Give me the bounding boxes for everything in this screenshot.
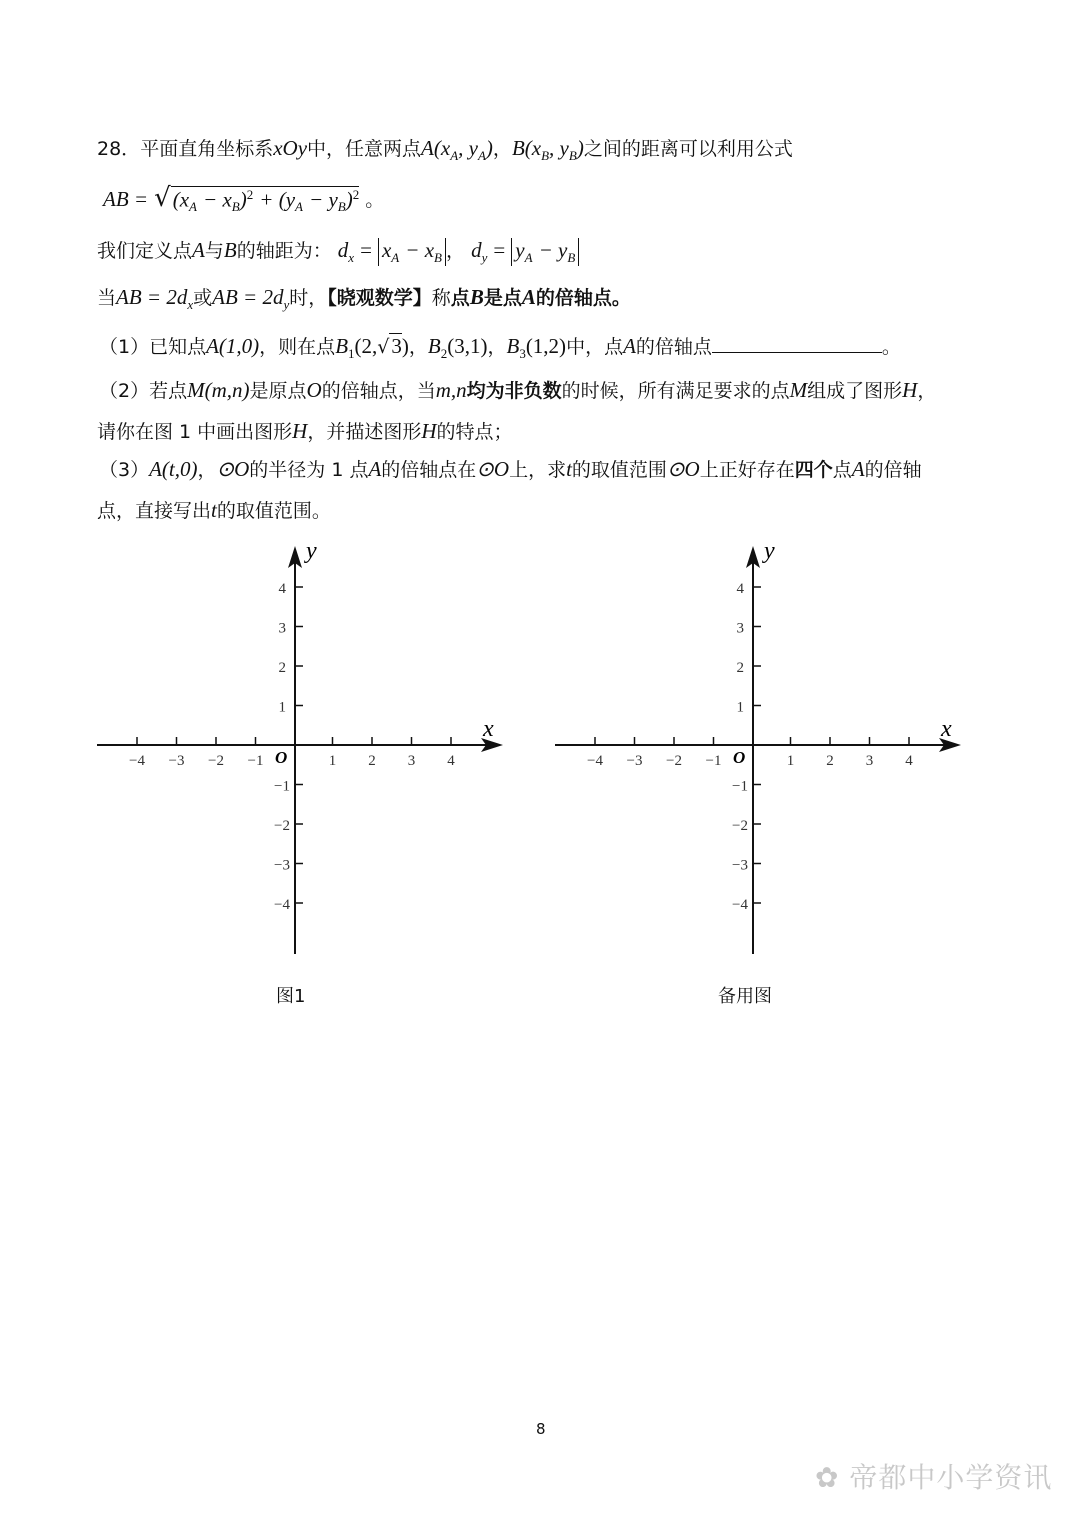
y-tick-label: −3	[274, 857, 290, 874]
sqrt-body	[171, 186, 360, 215]
text: ，	[197, 459, 217, 481]
text: 的取值范围。	[216, 500, 331, 522]
text: 称	[431, 287, 451, 309]
math-sub: B	[541, 147, 550, 163]
x-tick-label: 1	[328, 753, 337, 769]
math: − y	[538, 238, 568, 262]
bold-text: 点	[450, 287, 470, 309]
problem-number: 28．	[97, 138, 141, 160]
text: 中，任意两点	[307, 138, 422, 160]
math: , y	[549, 136, 569, 160]
x-tick-label: −2	[666, 753, 682, 769]
distance-formula	[103, 183, 384, 215]
question-2	[99, 376, 936, 403]
math: B	[469, 285, 484, 309]
axis-distance-definition	[97, 236, 579, 266]
math-sub: A	[391, 249, 400, 265]
x-tick-label: 2	[826, 753, 834, 769]
problem-intro-line	[97, 134, 793, 164]
text: （2）若点	[99, 380, 188, 402]
coordinate-system-figure-1	[95, 540, 515, 960]
math: m,n	[435, 378, 467, 402]
math: AB = 2d	[212, 285, 284, 309]
text: 的轴距为：	[236, 240, 332, 262]
math: M(m,n)	[187, 378, 250, 402]
math: ⊙O	[476, 457, 510, 481]
figure-1-caption: 图1	[276, 986, 306, 1007]
math: AB = 2d	[116, 285, 188, 309]
x-axis-label: x	[941, 716, 952, 742]
math: − x	[203, 187, 232, 211]
text: ，	[492, 138, 512, 160]
math: y	[515, 238, 525, 262]
math-sub: B	[568, 147, 577, 163]
math: H	[902, 378, 918, 402]
y-tick-label: 4	[736, 581, 744, 597]
math: =	[493, 238, 506, 262]
x-tick-label: −3	[626, 753, 643, 769]
text: 的倍轴点，当	[321, 380, 436, 402]
math-sub: x	[348, 249, 355, 265]
math: ⊙O	[216, 457, 250, 481]
text: 的倍轴	[864, 459, 922, 481]
x-tick-label: −1	[247, 753, 264, 769]
y-tick-label: −2	[732, 818, 748, 834]
math: )	[401, 334, 409, 358]
math: ⊙O	[666, 457, 700, 481]
text: 的取值范围	[571, 459, 667, 481]
y-tick-label: 1	[736, 699, 744, 716]
y-tick-label: 2	[278, 660, 286, 676]
math: d	[337, 238, 349, 262]
x-tick-label: −4	[129, 753, 145, 769]
math: A(x	[421, 136, 451, 160]
text: 点，直接写出	[97, 500, 212, 522]
x-tick-label: −2	[208, 753, 224, 769]
y-tick-label: 2	[736, 660, 744, 676]
coordinate-system-backup-figure	[553, 540, 973, 960]
math: )	[485, 136, 493, 160]
text: 的倍轴点	[635, 336, 712, 358]
math-sub: x	[187, 296, 194, 312]
y-tick-label: −1	[732, 778, 748, 795]
text: 中，点	[566, 336, 624, 358]
math: O	[306, 378, 322, 402]
y-tick-label: −2	[274, 818, 290, 834]
math: A(t,0)	[149, 457, 198, 481]
math-sub: B	[567, 249, 576, 265]
x-tick-label: −3	[168, 753, 185, 769]
text: ，	[487, 336, 507, 358]
text: 平面直角坐标系	[140, 138, 274, 160]
text: ，并描述图形	[307, 421, 422, 443]
bold-text: 的倍轴点。	[535, 287, 631, 309]
y-axis-label: y	[306, 540, 317, 564]
question-3	[99, 455, 922, 482]
math: (3,1)	[447, 334, 488, 358]
text: ，则在点	[259, 336, 336, 358]
text: 的半径为 1 点	[249, 459, 369, 481]
math: (2,	[354, 334, 378, 358]
x-tick-label: 4	[905, 753, 913, 769]
math: B	[506, 334, 520, 358]
text: （3）	[99, 459, 150, 481]
math: (x	[172, 187, 190, 211]
x-tick-label: 4	[447, 753, 455, 769]
x-tick-label: 2	[368, 753, 376, 769]
math: t	[566, 457, 572, 481]
text: 。	[881, 336, 901, 358]
wechat-icon: ✿	[815, 1461, 840, 1494]
text: 组成了图形	[807, 380, 903, 402]
math: x	[381, 238, 392, 262]
abs-value	[511, 238, 579, 266]
math: − x	[405, 238, 435, 262]
multiple-axis-point-definition	[97, 283, 631, 313]
backup-figure-caption: 备用图	[718, 986, 772, 1007]
math: − y	[309, 187, 338, 211]
text: 。	[365, 189, 385, 211]
answer-blank[interactable]	[712, 334, 882, 353]
x-tick-label: 3	[407, 753, 416, 769]
y-tick-label: −3	[732, 857, 748, 874]
x-tick-label: −4	[587, 753, 603, 769]
math: A	[192, 238, 205, 262]
y-tick-label: 3	[278, 620, 286, 637]
text: 的倍轴点在	[381, 459, 477, 481]
math: A	[851, 457, 865, 481]
abs-value	[378, 238, 446, 266]
math-sub: A	[189, 198, 197, 214]
text: 上，求	[509, 459, 567, 481]
y-tick-label: −4	[732, 897, 748, 913]
math: B	[427, 334, 441, 358]
text: 请你在图 1 中画出图形	[97, 421, 293, 443]
math: AB =	[103, 187, 149, 211]
text: 点	[832, 459, 852, 481]
page-number: 8	[536, 1420, 546, 1438]
math-sup: 2	[246, 186, 254, 202]
text: （1）已知点	[99, 336, 207, 358]
math-sub: A	[450, 147, 459, 163]
text: 或	[193, 287, 213, 309]
y-tick-label: 4	[278, 581, 286, 597]
math: )	[576, 136, 584, 160]
bold-text: 【晓观数学】	[327, 287, 432, 309]
math-sub: A	[295, 198, 303, 214]
math-sub: A	[524, 249, 533, 265]
sqrt-sign: √	[377, 336, 390, 358]
text: 的时候，所有满足要求的点	[561, 380, 790, 402]
math-sub: 2	[440, 345, 448, 361]
question-2-continued	[97, 417, 513, 444]
text: 时，	[289, 287, 328, 309]
question-1	[99, 332, 901, 362]
math: A	[368, 457, 382, 481]
math-sub: y	[283, 296, 290, 312]
text: 之间的距离可以利用公式	[583, 138, 793, 160]
math-sub: 1	[348, 345, 355, 361]
bold-text: 是点	[483, 287, 522, 309]
text: ，	[917, 380, 937, 402]
question-3-continued	[97, 496, 331, 523]
text: 是原点	[249, 380, 307, 402]
x-axis-label: x	[483, 716, 494, 742]
sqrt-body: 3	[391, 334, 402, 358]
y-tick-label: −1	[274, 778, 290, 795]
math-sub: B	[231, 198, 240, 214]
math-sub: 3	[519, 345, 526, 361]
y-tick-label: 1	[278, 699, 286, 716]
math: xOy	[273, 136, 308, 160]
math: =	[360, 238, 372, 262]
bold-text: 四个	[794, 459, 833, 481]
math: B(x	[511, 136, 542, 160]
math: A(1,0)	[206, 334, 260, 358]
math-sub: A	[477, 147, 486, 163]
math: )	[239, 187, 247, 211]
text: 与	[204, 240, 224, 262]
math: A	[521, 285, 536, 309]
text: 我们定义点	[97, 240, 193, 262]
text: 的特点；	[436, 421, 513, 443]
text: 上正好存在	[699, 459, 795, 481]
math: B	[223, 238, 237, 262]
math-sub: B	[337, 198, 346, 214]
origin-label: O	[275, 748, 288, 767]
y-tick-label: −4	[274, 897, 290, 913]
math: , y	[458, 136, 478, 160]
text: 当	[97, 287, 117, 309]
watermark-text: 帝都中小学资讯	[849, 1461, 1053, 1494]
text: ，	[446, 240, 466, 262]
math-sub: B	[434, 249, 442, 265]
math-sub: y	[481, 249, 488, 265]
y-axis-label: y	[764, 540, 775, 564]
sqrt-sign: √	[154, 183, 171, 213]
math: H	[292, 419, 308, 443]
math: B	[335, 334, 349, 358]
math: d	[471, 238, 482, 262]
x-tick-label: −1	[705, 753, 722, 769]
math: A	[623, 334, 636, 358]
watermark	[815, 1456, 1052, 1496]
math: (1,2)	[525, 334, 567, 358]
x-tick-label: 3	[865, 753, 874, 769]
math: + (y	[259, 187, 296, 211]
bold-text: 均为非负数	[466, 380, 562, 402]
math: t	[211, 498, 217, 522]
text: ，	[408, 336, 428, 358]
math: )	[345, 187, 353, 211]
math: H	[421, 419, 437, 443]
origin-label: O	[733, 748, 746, 767]
x-tick-label: 1	[786, 753, 795, 769]
y-tick-label: 3	[736, 620, 744, 637]
math: M	[789, 378, 808, 402]
math-sup: 2	[352, 186, 360, 202]
